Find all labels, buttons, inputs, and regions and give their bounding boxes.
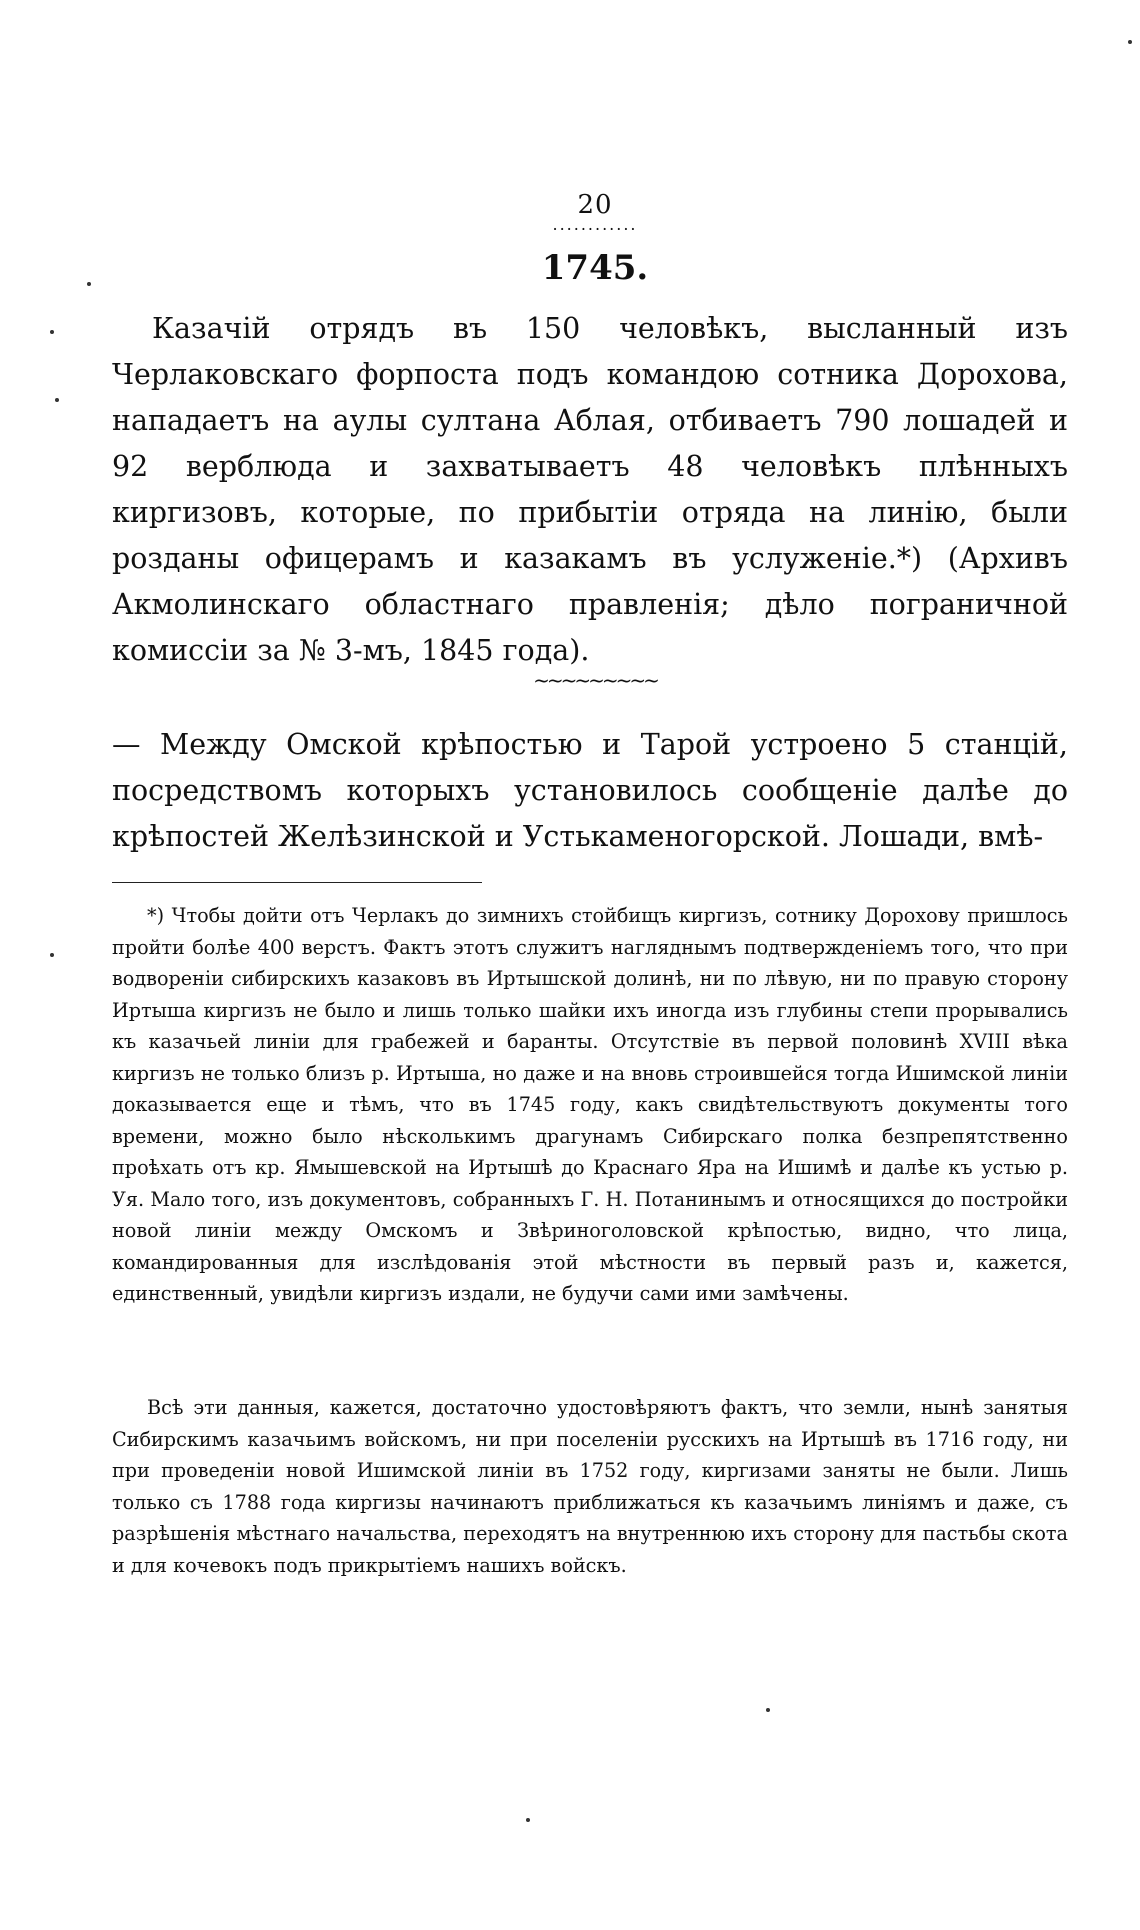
scan-speck (50, 330, 54, 334)
section-ornament: ~~~~~~~~~ (533, 668, 657, 692)
footnote-rule (112, 882, 482, 883)
page-number: 20 (577, 190, 613, 220)
page-number-dots: ............ (552, 215, 638, 234)
main-paragraph-1: Казачій отрядъ въ 150 человѣкъ, высланный изъ Черлаковскаго форпоста подъ командою сотника Дорохова, нападаетъ на аулы султана Аблая, отбиваетъ 790 лошадей и 92 верблюда и захватываетъ 48 человѣкъ плѣнныхъ киргизовъ, которые, по прибытіи отряда на линію, были розданы офицерамъ и казакамъ въ услуженіе.*) (Архивъ Акмолинскаго областнаго правленія; дѣло пограничной комиссіи за № 3-мъ, 1845 года). (112, 312, 1068, 667)
footnote-paragraph-2: Всѣ эти данныя, кажется, достаточно удостовѣряютъ фактъ, что земли, нынѣ занятыя Сибирскимъ казачьимъ войскомъ, ни при поселеніи русскихъ на Иртышѣ въ 1716 году, ни при проведеніи новой Ишимской линіи въ 1752 году, киргизами заняты не были. Лишь только съ 1788 года киргизы начинаютъ приближаться къ казачьимъ линіямъ и даже, съ разрѣшенія мѣстнаго начальства, переходятъ на внутреннюю ихъ сторону для пастьбы скота и для кочевокъ подъ прикрытіемъ нашихъ войскъ. (112, 1396, 1068, 1577)
footnote-paragraph-1: *) Чтобы дойти отъ Черлакъ до зимнихъ стойбищъ киргизъ, сотнику Дорохову пришлось пройти болѣе 400 верстъ. Фактъ этотъ служитъ нагляднымъ подтвержденіемъ того, что при водвореніи сибирскихъ казаковъ въ Иртышской долинѣ, ни по лѣвую, ни по правую сторону Иртыша киргизъ не было и лишь только шайки ихъ иногда изъ глубины степи прорывались къ казачьей линіи для грабежей и баранты. Отсутствіе въ первой половинѣ XVIII вѣка киргизъ не только близъ р. Иртыша, но даже и на вновь строившейся тогда Ишимской линіи доказывается еще и тѣмъ, что въ 1745 году, какъ свидѣтельствуютъ документы того времени, можно было нѣсколькимъ драгунамъ Сибирскаго полка безпрепятственно проѣхать отъ кр. Ямышевской на Иртышѣ до Краснаго Яра на Ишимѣ и далѣе къ устью р. Уя. Мало того, изъ документовъ, собранныхъ Г. Н. Потанинымъ и относящихся до постройки новой линіи между Омскомъ и Звѣриноголовской крѣпостью, видно, что лица, командированныя для изслѣдованія этой мѣстности въ первый разъ и, кажется, единственный, увидѣли киргизъ издали, не будучи сами ими замѣчены. (112, 904, 1068, 1305)
main-paragraph-2: — Между Омской крѣпостью и Тарой устроено 5 станцій, посредствомъ которыхъ установилось сообщеніе далѣе до крѣпостей Желѣзинской и Устькаменогорской. Лошади, вмѣ- (112, 728, 1068, 853)
scan-speck (50, 953, 54, 957)
scan-speck (55, 398, 59, 402)
scan-speck (526, 1818, 530, 1822)
scan-speck (766, 1708, 770, 1712)
scan-speck (1128, 40, 1132, 44)
scan-speck (87, 282, 91, 286)
year-heading: 1745. (541, 248, 649, 288)
